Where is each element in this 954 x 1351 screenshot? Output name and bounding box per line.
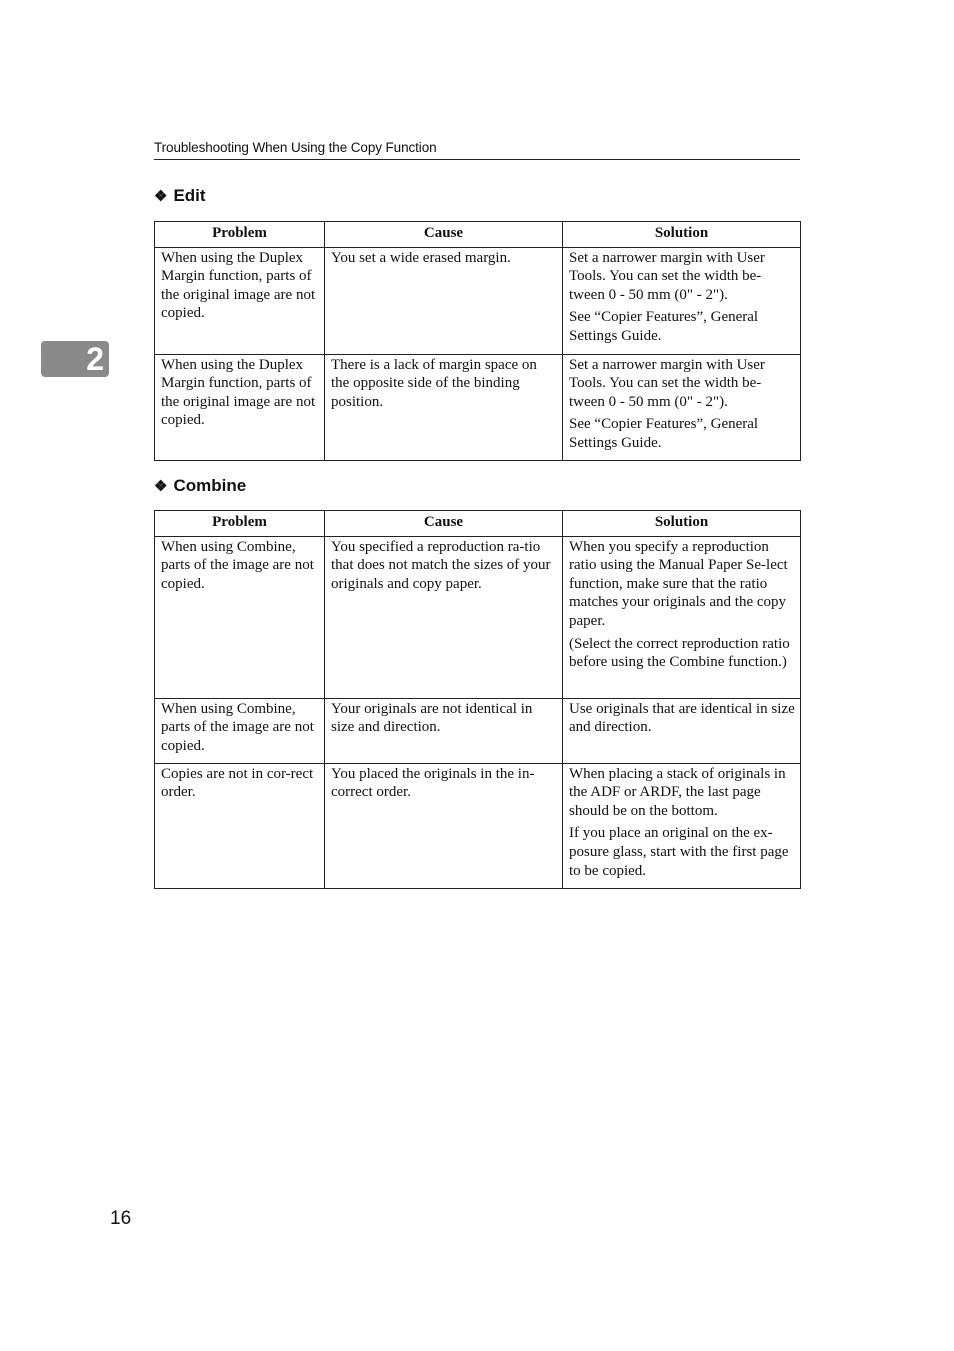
cause-cell: [325, 247, 563, 354]
section-heading-edit-text: Edit: [173, 186, 206, 205]
problem-cell: [155, 536, 325, 698]
section-heading-edit: [154, 186, 206, 207]
problem-text: Copies are not in cor-rect order.: [161, 765, 314, 801]
diamond-bullet-icon: ❖: [154, 188, 168, 205]
solution-cell: [563, 354, 801, 460]
cause-cell: [325, 536, 563, 698]
problem-text: When using the Duplex Margin function, parts of the original image are not copied.: [161, 249, 316, 322]
table-row: [155, 354, 801, 460]
solution-text: See “Copier Features”, General Settings Guide.: [569, 309, 759, 344]
solution-text: Set a narrower margin with User Tools. You can set the width be-tween 0 - 50 mm (0" - 2").: [569, 356, 765, 410]
chapter-number: 2: [86, 341, 104, 377]
column-header-problem: Problem: [155, 222, 325, 248]
column-header-cause: Cause: [325, 511, 563, 537]
solution-text: (Select the correct reproduction ratio before using the Combine function.): [569, 635, 790, 671]
cause-text: You placed the originals in the in-correct order.: [331, 765, 535, 801]
diamond-bullet-icon: ❖: [154, 478, 168, 495]
solution-cell: [563, 247, 801, 354]
problem-cell: [155, 354, 325, 460]
problem-text: When using the Duplex Margin function, parts of the original image are not copied.: [161, 356, 316, 429]
cause-cell: [325, 354, 563, 460]
solution-text: When placing a stack of originals in the ADF or ARDF, the last page should be on the bottom.: [569, 765, 786, 819]
solution-cell: [563, 763, 801, 888]
page-number: 16: [110, 1208, 132, 1229]
solution-text: When you specify a reproduction ratio using the Manual Paper Se-lect function, make sure that the ratio matches your originals and the copy paper.: [569, 538, 788, 629]
table-row: [155, 247, 801, 354]
solution-cell: [563, 698, 801, 763]
cause-text: Your originals are not identical in size and direction.: [331, 700, 533, 736]
solution-text: Use originals that are identical in size and direction.: [569, 700, 795, 736]
cause-text: There is a lack of margin space on the opposite side of the binding position.: [331, 356, 537, 410]
problem-cell: [155, 247, 325, 354]
section-heading-combine: [154, 476, 246, 497]
running-header-title: Troubleshooting When Using the Copy Function: [154, 140, 437, 155]
cause-cell: [325, 698, 563, 763]
solution-text: Set a narrower margin with User Tools. You can set the width be-tween 0 - 50 mm (0" - 2").: [569, 249, 765, 303]
cause-text: You specified a reproduction ra-tio that does not match the sizes of your originals and copy paper.: [331, 538, 551, 592]
combine-troubleshooting-table: [154, 510, 801, 889]
column-header-cause: Cause: [325, 222, 563, 248]
cause-cell: [325, 763, 563, 888]
column-header-solution: Solution: [563, 511, 801, 537]
problem-cell: [155, 698, 325, 763]
table-row: [155, 763, 801, 888]
table-header-row: [155, 511, 801, 537]
table-row: [155, 698, 801, 763]
problem-cell: [155, 763, 325, 888]
table-row: [155, 536, 801, 698]
problem-text: When using Combine, parts of the image are not copied.: [161, 538, 314, 592]
edit-troubleshooting-table: [154, 221, 801, 461]
column-header-problem: Problem: [155, 511, 325, 537]
table-header-row: [155, 222, 801, 248]
solution-text: If you place an original on the ex-posure glass, start with the first page to be copied.: [569, 825, 789, 879]
solution-cell: [563, 536, 801, 698]
section-heading-combine-text: Combine: [173, 476, 247, 495]
problem-text: When using Combine, parts of the image are not copied.: [161, 700, 314, 754]
running-header: [154, 139, 800, 160]
chapter-tab: [41, 341, 109, 377]
column-header-solution: Solution: [563, 222, 801, 248]
cause-text: You set a wide erased margin.: [331, 249, 511, 266]
solution-text: See “Copier Features”, General Settings Guide.: [569, 416, 759, 451]
